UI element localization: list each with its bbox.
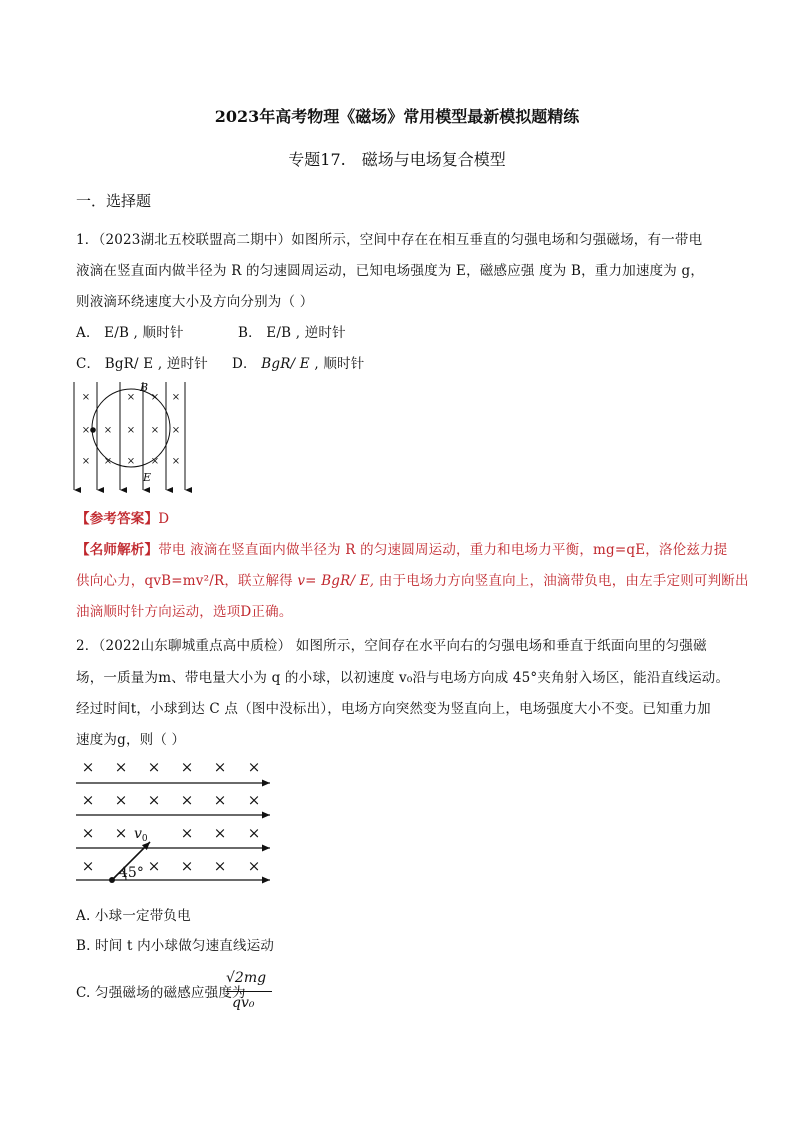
- page-subtitle: 专题17. 磁场与电场复合模型: [288, 150, 506, 169]
- q1-option-d-suffix: , 顺时针: [314, 356, 365, 372]
- analysis-label: 【名师解析】: [76, 542, 159, 558]
- label-e: E: [143, 471, 152, 484]
- fraction-denominator: qv₀: [232, 995, 255, 1011]
- cross-mark: ×: [213, 824, 227, 842]
- q2-option-c-prefix: C. 匀强磁场的磁感应强度为: [76, 985, 246, 1001]
- q2-line-3: 经过时间t，小球到达 C 点（图中没标出），电场方向突然变为竖直向上，电场强度大小不变。已知重力加: [76, 701, 711, 717]
- cross-mark: ×: [147, 857, 161, 875]
- cross-mark: ×: [103, 425, 113, 436]
- cross-mark: ×: [114, 824, 128, 842]
- analysis-text: 带电 液滴在竖直面内做半径为 R 的匀速圆周运动，重力和电场力平衡，mg=qE，洛伦兹力提: [158, 542, 728, 558]
- cross-mark: ×: [150, 456, 160, 467]
- label-b: B: [140, 381, 149, 394]
- cross-mark: ×: [81, 857, 95, 875]
- cross-mark: ×: [180, 824, 194, 842]
- analysis-text: 由于电场力方向竖直向上，油滴带负电，由左手定则可判断出: [374, 573, 749, 589]
- q1-option-d-expression: BgR/ E: [261, 356, 310, 372]
- q2-option-b: B. 时间 t 内小球做匀速直线运动: [76, 938, 275, 954]
- q2-line-4: 速度为g，则（ ）: [76, 732, 186, 748]
- cross-mark: ×: [114, 758, 128, 776]
- q1-analysis-line-2: [76, 569, 749, 589]
- cross-mark: ×: [147, 791, 161, 809]
- section-heading: 一．选择题: [76, 192, 152, 210]
- q2-option-c-fraction: [224, 970, 294, 1016]
- q2-field-figure: [70, 754, 280, 888]
- cross-mark: ×: [171, 425, 181, 436]
- q1-droplet: [90, 427, 96, 433]
- cross-mark: ×: [180, 758, 194, 776]
- cross-mark: ×: [126, 425, 136, 436]
- q2-line-1: 2．（2022山东聊城重点高中质检） 如图所示，空间存在水平向右的匀强电场和垂直于纸面向里的匀强磁: [76, 638, 707, 654]
- cross-mark: ×: [81, 758, 95, 776]
- analysis-formula: v= BgR/ E,: [297, 573, 375, 589]
- cross-mark: ×: [180, 791, 194, 809]
- cross-mark: ×: [150, 392, 160, 403]
- q2-field-lines: [76, 783, 270, 880]
- cross-mark: ×: [213, 857, 227, 875]
- cross-mark: ×: [126, 392, 136, 403]
- analysis-text: 供向心力，qvB=mv²/R，联立解得: [76, 573, 298, 589]
- cross-mark: ×: [103, 456, 113, 467]
- fraction-numerator: √2mg: [226, 970, 267, 986]
- q2-line-2: 场，一质量为m、带电量大小为 q 的小球，以初速度 v₀沿与电场方向成 45°夹角射入场区，能沿直线运动。: [76, 670, 730, 686]
- cross-mark: ×: [247, 758, 261, 776]
- cross-mark: ×: [180, 857, 194, 875]
- q1-option-d-prefix: D．: [232, 356, 257, 372]
- cross-mark: ×: [114, 791, 128, 809]
- cross-mark: ×: [213, 758, 227, 776]
- cross-mark: ×: [171, 456, 181, 467]
- q1-field-figure: [64, 378, 194, 496]
- q1-line-2: 液滴在竖直面内做半径为 R 的匀速圆周运动，已知电场强度为 E，磁感应强 度为 B，重力加速度为 g，: [76, 263, 705, 279]
- label-angle: 45°: [119, 865, 144, 881]
- q1-option-a: A． E/B , 顺时针: [76, 325, 184, 341]
- q2-ball: [109, 877, 115, 883]
- cross-mark: ×: [150, 425, 160, 436]
- q1-option-c: C． BgR/ E , 逆时针: [76, 356, 208, 372]
- cross-mark: ×: [247, 857, 261, 875]
- q1-answer: [76, 507, 169, 527]
- q1-analysis-line-3: 油滴顺时针方向运动，选项D正确。: [76, 604, 293, 620]
- q1-option-d: [232, 352, 364, 372]
- cross-mark: ×: [81, 824, 95, 842]
- cross-mark: ×: [81, 425, 91, 436]
- q2-option-a: A. 小球一定带负电: [76, 908, 191, 924]
- cross-mark: ×: [81, 456, 91, 467]
- q1-line-3: 则液滴环绕速度大小及方向分别为（ ）: [76, 294, 314, 310]
- cross-mark: ×: [171, 392, 181, 403]
- cross-mark: ×: [147, 758, 161, 776]
- answer-label: 【参考答案】: [76, 511, 159, 527]
- cross-mark: ×: [81, 392, 91, 403]
- answer-value: D: [158, 511, 170, 527]
- label-v0: $v_0$: [134, 826, 148, 844]
- cross-mark: ×: [81, 791, 95, 809]
- fraction-bar: [226, 991, 272, 992]
- q1-option-b: B． E/B , 逆时针: [238, 325, 346, 341]
- q1-analysis-line-1: [76, 538, 728, 558]
- cross-mark: ×: [213, 791, 227, 809]
- cross-mark: ×: [247, 791, 261, 809]
- page-title: 2023年高考物理《磁场》常用模型最新模拟题精练: [214, 107, 580, 126]
- q1-line-1: 1．（2023湖北五校联盟高二期中）如图所示，空间中存在在相互垂直的匀强电场和匀强磁场，有一带电: [76, 232, 703, 248]
- cross-mark: ×: [247, 824, 261, 842]
- cross-mark: ×: [126, 456, 136, 467]
